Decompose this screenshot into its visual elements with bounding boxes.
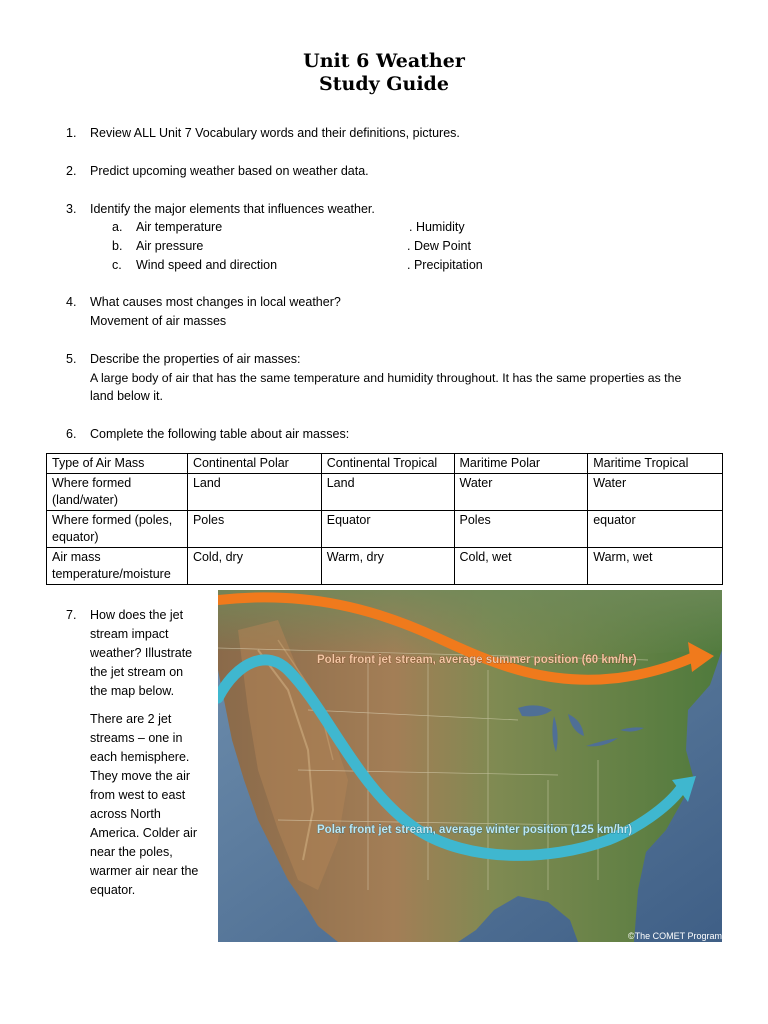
question-text: Identify the major elements that influences weather. xyxy=(90,202,375,216)
question-text: Review ALL Unit 7 Vocabulary words and their definitions, pictures. xyxy=(90,126,460,140)
row-label-line: Air mass xyxy=(52,550,101,564)
sub-item: Air temperature xyxy=(136,220,223,234)
row-label xyxy=(47,511,188,548)
sub-item-right: . Precipitation xyxy=(407,258,483,272)
row-label-line: temperature/moisture xyxy=(52,567,171,581)
row-label-line: Where formed xyxy=(52,476,132,490)
table-cell: Water xyxy=(454,474,588,511)
question-text-line: the map below. xyxy=(90,684,175,698)
table-cell: Poles xyxy=(187,511,321,548)
table-cell: Warm, dry xyxy=(321,548,454,585)
answer-text xyxy=(90,710,215,900)
question-number: 2. xyxy=(66,164,77,178)
answer-text-line: near the poles, xyxy=(90,845,173,859)
question-text-line: stream impact xyxy=(90,627,169,641)
table-cell: Warm, wet xyxy=(588,548,723,585)
title-line-1: Unit 6 Weather xyxy=(303,50,465,72)
table-row xyxy=(47,474,723,511)
question-number: 3. xyxy=(66,202,77,216)
table-header-cell: Continental Polar xyxy=(187,454,321,474)
answer-text: land below it. xyxy=(90,389,163,403)
sub-item-right: . Dew Point xyxy=(407,239,471,253)
question-number: 1. xyxy=(66,126,77,140)
answer-text-line: They move the air xyxy=(90,769,191,783)
table-cell: Land xyxy=(321,474,454,511)
sub-item: Air pressure xyxy=(136,239,204,253)
table-header-cell: Maritime Tropical xyxy=(588,454,723,474)
question-text-line: weather? Illustrate xyxy=(90,646,193,660)
row-label xyxy=(47,548,188,585)
row-label-line: (land/water) xyxy=(52,493,118,507)
table-header-cell: Type of Air Mass xyxy=(47,454,188,474)
table-cell: Equator xyxy=(321,511,454,548)
answer-text-line: across North xyxy=(90,807,161,821)
answer-text: Movement of air masses xyxy=(90,314,227,328)
sub-letter: b. xyxy=(112,239,123,253)
question-text-line: How does the jet xyxy=(90,608,184,622)
table-cell: Water xyxy=(588,474,723,511)
sub-letter: a. xyxy=(112,220,123,234)
sub-letter: c. xyxy=(112,258,122,272)
question-text-line: the jet stream on xyxy=(90,665,184,679)
question-text: Describe the properties of air masses: xyxy=(90,352,301,366)
table-cell: Cold, dry xyxy=(187,548,321,585)
question-text xyxy=(90,606,215,701)
answer-text-line: from west to east xyxy=(90,788,186,802)
question-text: What causes most changes in local weather? xyxy=(90,295,341,309)
air-mass-table xyxy=(46,453,723,585)
title-line-2: Study Guide xyxy=(319,73,449,95)
answer-text: A large body of air that has the same temperature and humidity throughout. It has the same properties as the xyxy=(90,371,682,385)
row-label-line: Where formed (poles, xyxy=(52,513,173,527)
row-label-line: equator) xyxy=(52,530,99,544)
question-text: Predict upcoming weather based on weather data. xyxy=(90,164,369,178)
table-header-cell: Maritime Polar xyxy=(454,454,588,474)
answer-text-line: America. Colder air xyxy=(90,826,197,840)
table-header-cell: Continental Tropical xyxy=(321,454,454,474)
row-label xyxy=(47,474,188,511)
table-row xyxy=(47,511,723,548)
sub-item: Wind speed and direction xyxy=(136,258,278,272)
question-number: 4. xyxy=(66,295,77,309)
question-number: 7. xyxy=(66,608,77,622)
table-cell: Land xyxy=(187,474,321,511)
question-text: Complete the following table about air masses: xyxy=(90,427,350,441)
sub-item-right: . Humidity xyxy=(409,220,465,234)
answer-text-line: warmer air near the xyxy=(90,864,199,878)
jet-stream-map xyxy=(218,590,722,942)
table-cell: Cold, wet xyxy=(454,548,588,585)
table-cell: Poles xyxy=(454,511,588,548)
north-america-relief-map xyxy=(218,590,722,942)
answer-text-line: equator. xyxy=(90,883,136,897)
table-header-row xyxy=(47,454,723,474)
question-number: 5. xyxy=(66,352,77,366)
answer-text-line: each hemisphere. xyxy=(90,750,190,764)
question-number: 6. xyxy=(66,427,77,441)
map-credit: ©The COMET Program xyxy=(628,931,722,941)
table-row xyxy=(47,548,723,585)
winter-jet-label: Polar front jet stream, average winter position (125 km/hr) xyxy=(317,824,633,836)
answer-text-line: There are 2 jet xyxy=(90,712,172,726)
summer-jet-label: Polar front jet stream, average summer position (60 km/hr) xyxy=(317,654,637,666)
table-cell: equator xyxy=(588,511,723,548)
answer-text-line: streams – one in xyxy=(90,731,183,745)
